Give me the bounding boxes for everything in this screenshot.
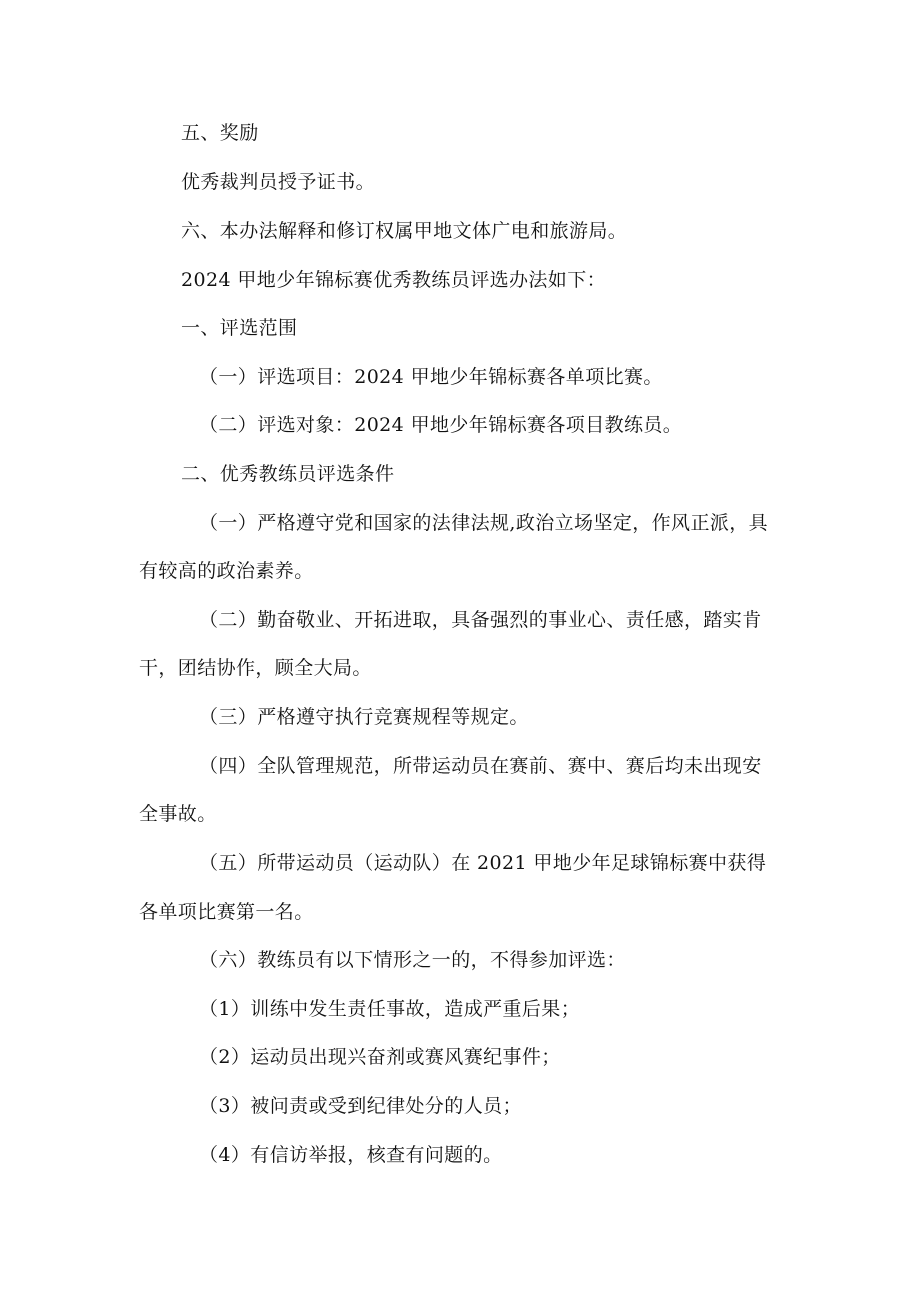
list-item-continuation: 有较高的政治素养。 bbox=[139, 560, 314, 582]
list-item: （三）严格遵守执行竞赛规程等规定。 bbox=[199, 706, 529, 728]
list-item: （二）评选对象：2024 甲地少年锦标赛各项目教练员。 bbox=[199, 414, 683, 436]
list-item-continuation: 各单项比赛第一名。 bbox=[139, 901, 314, 923]
section-heading-interpretation: 六、本办法解释和修订权属甲地文体广电和旅游局。 bbox=[181, 220, 628, 242]
list-item: （二）勤奋敬业、开拓进取，具备强烈的事业心、责任感，踏实肯 bbox=[199, 609, 762, 631]
list-item: （五）所带运动员（运动队）在 2021 甲地少年足球锦标赛中获得 bbox=[199, 852, 767, 874]
section-heading-rewards: 五、奖励 bbox=[181, 122, 259, 144]
section-heading-scope: 一、评选范围 bbox=[181, 317, 298, 339]
list-item: （四）全队管理规范，所带运动员在赛前、赛中、赛后均未出现安 bbox=[199, 755, 762, 777]
section-heading-conditions: 二、优秀教练员评选条件 bbox=[181, 463, 395, 485]
paragraph-intro: 2024 甲地少年锦标赛优秀教练员评选办法如下： bbox=[181, 269, 606, 291]
sub-list-item: （3）被问责或受到纪律处分的人员； bbox=[199, 1095, 522, 1117]
list-item-continuation: 干，团结协作，顾全大局。 bbox=[139, 657, 372, 679]
list-item: （一）评选项目：2024 甲地少年锦标赛各单项比赛。 bbox=[199, 366, 663, 388]
list-item: （六）教练员有以下情形之一的，不得参加评选： bbox=[199, 949, 626, 971]
sub-list-item: （1）训练中发生责任事故，造成严重后果； bbox=[199, 998, 581, 1020]
sub-list-item: （4）有信访举报，核查有问题的。 bbox=[199, 1144, 503, 1166]
list-item: （一）严格遵守党和国家的法律法规,政治立场坚定，作风正派，具 bbox=[199, 512, 769, 534]
sub-list-item: （2）运动员出现兴奋剂或赛风赛纪事件； bbox=[199, 1046, 561, 1068]
paragraph: 优秀裁判员授予证书。 bbox=[181, 171, 376, 193]
list-item-continuation: 全事故。 bbox=[139, 803, 217, 825]
